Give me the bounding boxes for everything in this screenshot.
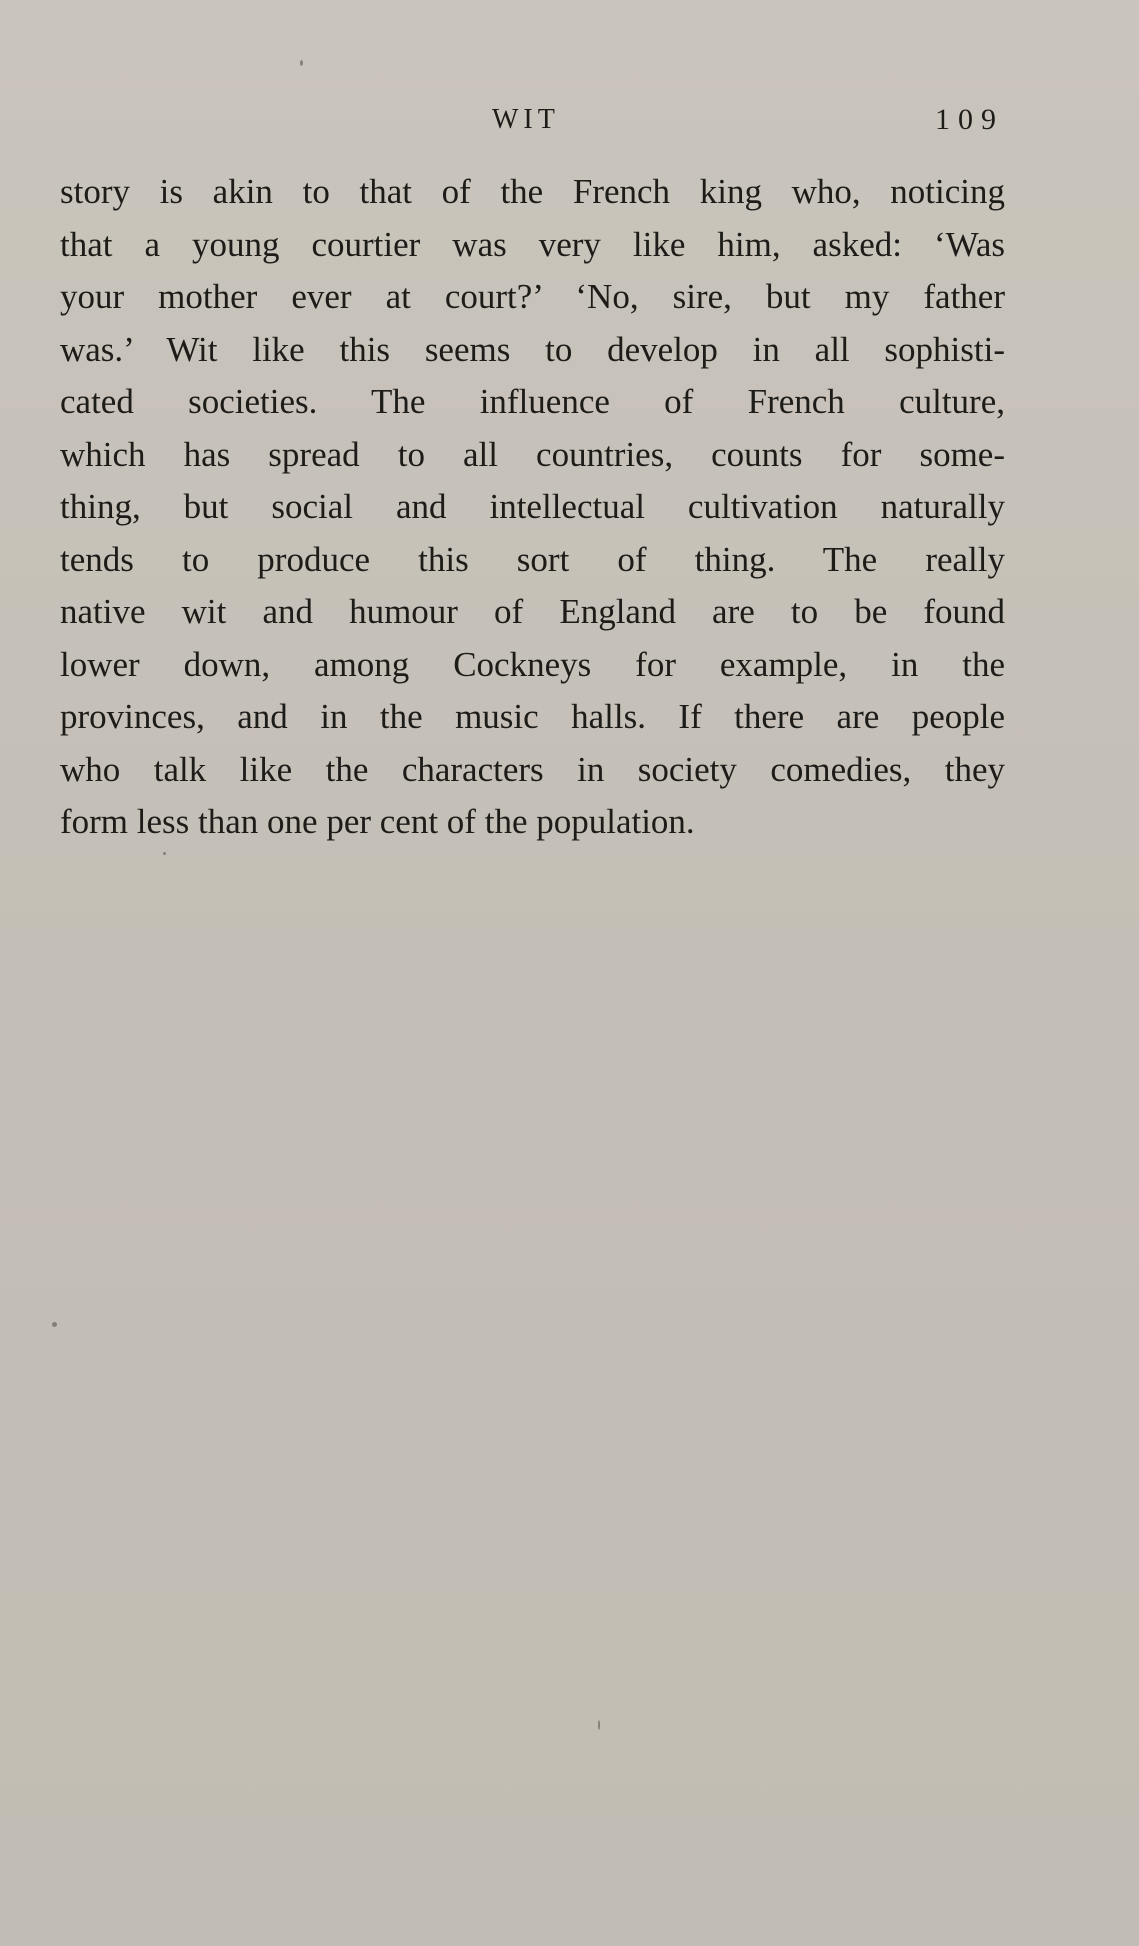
running-head [0,100,1139,140]
paper-speck [52,1322,57,1327]
text-line: lower down, among Cockneys for example, in the [60,644,1005,684]
text-line: your mother ever at court?’ ‘No, sire, but my father [60,277,1005,316]
text-line: was.’ Wit like this seems to develop in all sophisti- [60,329,1005,369]
text-line: which has spread to all countries, counts for some- [60,434,1005,474]
paper-speck [300,60,303,66]
text-line: native wit and humour of England are to be found [60,592,1005,631]
text-line: who talk like the characters in society comedies, they [60,749,1005,789]
paper-speck [598,1720,600,1730]
running-title: WIT [492,104,560,135]
text-line: thing, but social and intellectual cultivation naturally [60,487,1005,526]
page-number: 109 [935,103,1004,136]
text-line: cated societies. The influence of French culture, [60,382,1005,421]
text-line: provinces, and in the music halls. If there are people [60,697,1005,736]
paper-speck [163,852,166,855]
text-line: that a young courtier was very like him, asked: ‘Was [60,224,1005,264]
text-line: tends to produce this sort of thing. The really [60,539,1005,579]
text-line: story is akin to that of the French king who, noticing [60,172,1005,211]
text-line: form less than one per cent of the population. [60,802,695,841]
body-paragraph [60,166,1005,849]
